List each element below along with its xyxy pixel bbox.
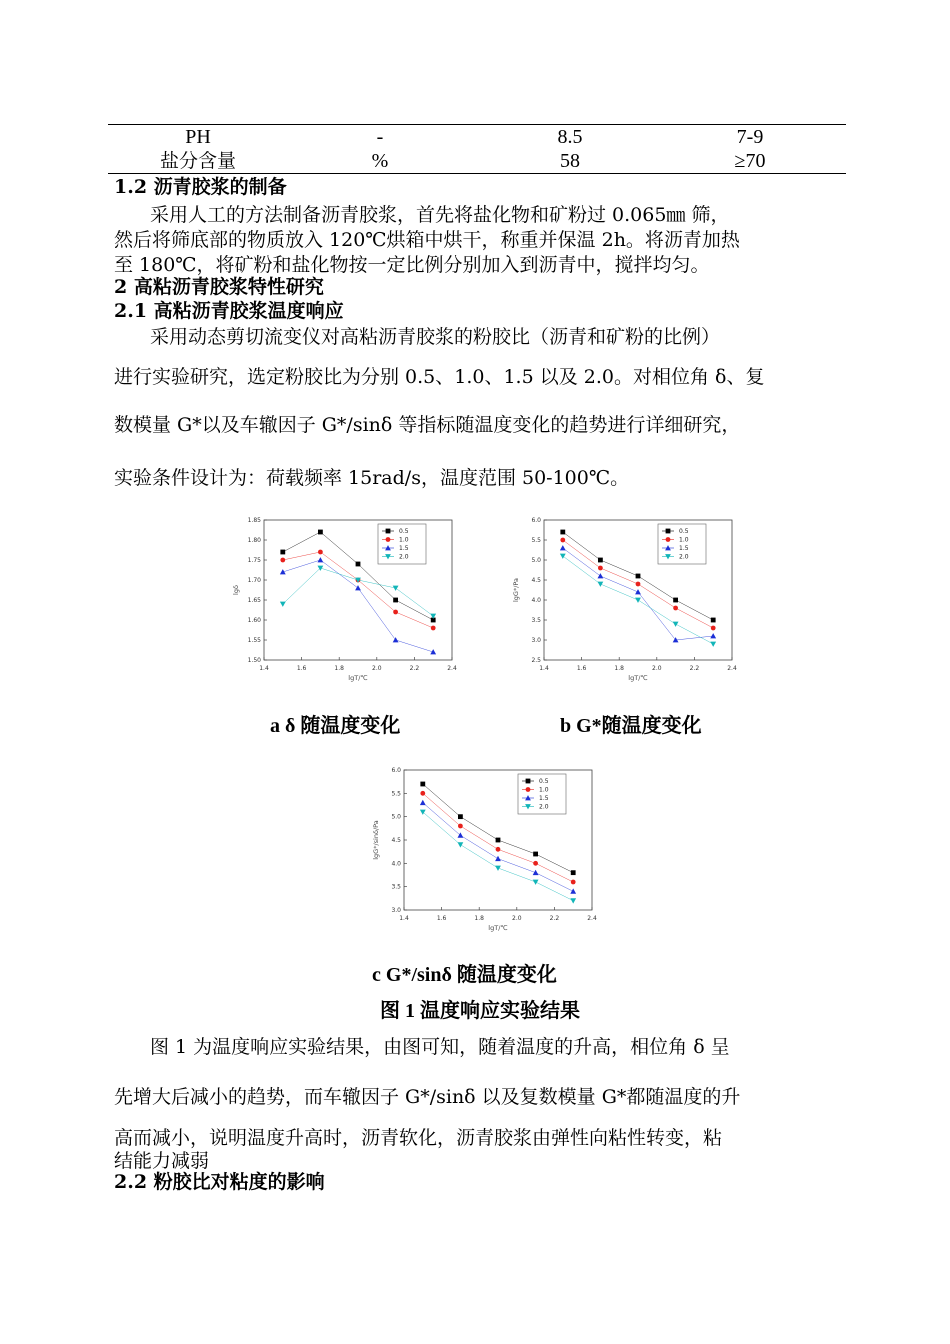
data-point bbox=[571, 870, 576, 875]
legend-label: 0.5 bbox=[679, 528, 689, 535]
table-cell-spec-1: ≥70 bbox=[734, 150, 766, 172]
data-point bbox=[420, 791, 425, 796]
data-point bbox=[526, 787, 531, 792]
x-axis-label: lgT/℃ bbox=[628, 674, 648, 682]
figure-caption: 图 1 温度响应实验结果 bbox=[380, 1000, 580, 1022]
legend-label: 0.5 bbox=[399, 528, 409, 535]
data-point bbox=[458, 824, 463, 829]
legend-label: 1.5 bbox=[399, 545, 409, 552]
paragraph-line: 采用人工的方法制备沥青胶浆，首先将盐化物和矿粉过 0.065㎜ 筛， bbox=[150, 204, 730, 226]
legend-label: 1.0 bbox=[539, 786, 549, 794]
x-axis-label: lgT/℃ bbox=[488, 924, 508, 932]
data-point bbox=[666, 529, 671, 534]
legend-label: 1.5 bbox=[539, 795, 549, 802]
x-tick-label: 2.0 bbox=[372, 665, 382, 672]
data-point bbox=[420, 782, 425, 787]
data-point bbox=[533, 861, 538, 866]
chart-phase-angle bbox=[228, 512, 458, 684]
data-point bbox=[673, 606, 678, 611]
paragraph-line: 采用动态剪切流变仪对高粘沥青胶浆的粉胶比（沥青和矿粉的比例） bbox=[150, 326, 721, 348]
paragraph-line: 结能力减弱 bbox=[114, 1150, 210, 1172]
y-tick-label: 3.0 bbox=[531, 637, 541, 644]
table-cell-spec-0: 7-9 bbox=[736, 126, 764, 148]
caption-a-text: δ 随温度变化 bbox=[285, 715, 401, 737]
section-heading-2: 2 高粘沥青胶浆特性研究 bbox=[114, 276, 324, 298]
paragraph-line: 图 1 为温度响应实验结果，由图可知，随着温度的升高，相位角 δ 呈 bbox=[150, 1036, 730, 1058]
table-cell-value-1: 58 bbox=[560, 150, 580, 172]
y-tick-label: 5.0 bbox=[531, 557, 541, 564]
paragraph-line: 数模量 G*以及车辙因子 G*/sinδ 等指标随温度变化的趋势进行详细研究， bbox=[114, 414, 741, 436]
table-cell-name-1: 盐分含量 bbox=[159, 150, 236, 172]
paragraph-line: 然后将筛底部的物质放入 120℃烘箱中烘干，称重并保温 2h。将沥青加热 bbox=[114, 229, 740, 251]
data-point bbox=[280, 558, 285, 563]
legend-label: 1.0 bbox=[399, 536, 409, 544]
data-point bbox=[458, 814, 463, 819]
y-axis-label: lgG*/Pa bbox=[512, 577, 520, 603]
y-tick-label: 1.75 bbox=[247, 557, 261, 564]
table-bottom-rule bbox=[108, 173, 846, 174]
y-tick-label: 3.5 bbox=[531, 617, 541, 624]
paragraph-line: 至 180℃，将矿粉和盐化物按一定比例分别加入到沥青中，搅拌均匀。 bbox=[114, 254, 710, 276]
legend-label: 2.0 bbox=[399, 553, 409, 561]
y-tick-label: 5.5 bbox=[391, 790, 401, 798]
x-tick-label: 1.6 bbox=[436, 915, 447, 922]
y-tick-label: 4.0 bbox=[531, 597, 541, 604]
y-tick-label: 3.0 bbox=[391, 907, 401, 914]
x-tick-label: 2.4 bbox=[587, 915, 597, 922]
data-point bbox=[636, 574, 641, 579]
data-point bbox=[526, 779, 531, 784]
data-point bbox=[571, 880, 576, 885]
data-point bbox=[533, 852, 538, 857]
data-point bbox=[636, 582, 641, 587]
paragraph-line: 先增大后减小的趋势，而车辙因子 G*/sinδ 以及复数模量 G*都随温度的升 bbox=[114, 1086, 741, 1108]
x-tick-label: 1.8 bbox=[474, 915, 484, 922]
data-point bbox=[560, 538, 565, 543]
x-tick-label: 2.0 bbox=[512, 915, 522, 922]
table-cell-value-0: 8.5 bbox=[557, 126, 583, 148]
paragraph-line: 高而减小，说明温度升高时，沥青软化，沥青胶浆由弹性向粘性转变，粘 bbox=[114, 1127, 723, 1149]
table-cell-unit-1: % bbox=[371, 150, 389, 172]
y-tick-label: 1.55 bbox=[247, 637, 261, 644]
x-tick-label: 2.2 bbox=[409, 665, 420, 672]
legend-label: 0.5 bbox=[539, 778, 549, 785]
data-point bbox=[386, 529, 391, 534]
y-tick-label: 6.0 bbox=[391, 767, 401, 774]
table-cell-name-0: PH bbox=[185, 126, 211, 148]
caption-c-text: G*/sinδ 随温度变化 bbox=[385, 964, 557, 986]
caption-a bbox=[270, 709, 400, 738]
y-axis-label: lgG*/sinδ/Pa bbox=[372, 820, 380, 860]
y-tick-label: 4.5 bbox=[531, 577, 541, 584]
data-point bbox=[318, 550, 323, 555]
x-tick-label: 2.4 bbox=[727, 665, 737, 672]
y-tick-label: 1.70 bbox=[247, 577, 261, 584]
data-point bbox=[496, 838, 501, 843]
y-tick-label: 4.5 bbox=[391, 837, 401, 844]
caption-a-letter: a bbox=[270, 715, 280, 737]
y-tick-label: 6.0 bbox=[531, 517, 541, 524]
table-cell-unit-0: - bbox=[376, 126, 384, 148]
x-axis-label: lgT/℃ bbox=[348, 674, 368, 682]
x-tick-label: 1.6 bbox=[576, 665, 587, 672]
data-point bbox=[673, 598, 678, 603]
y-axis-label: lgδ bbox=[232, 585, 240, 595]
data-point bbox=[318, 530, 323, 535]
data-point bbox=[386, 537, 391, 542]
y-tick-label: 5.0 bbox=[391, 813, 401, 821]
caption-c-letter: c bbox=[372, 964, 381, 986]
x-tick-label: 2.4 bbox=[447, 665, 457, 672]
data-point bbox=[560, 530, 565, 535]
data-point bbox=[598, 566, 603, 571]
caption-b-text: G*随温度变化 bbox=[576, 715, 702, 737]
section-heading-2-2: 2.2 粉胶比对粘度的影响 bbox=[114, 1171, 325, 1193]
section-heading-2-1: 2.1 高粘沥青胶浆温度响应 bbox=[114, 300, 344, 322]
section-heading-1-2: 1.2 沥青胶浆的制备 bbox=[114, 176, 287, 198]
x-tick-label: 2.2 bbox=[549, 915, 560, 922]
y-tick-label: 3.5 bbox=[391, 883, 401, 891]
y-tick-label: 5.5 bbox=[531, 537, 541, 544]
paragraph-line: 进行实验研究，选定粉胶比为分别 0.5、1.0、1.5 以及 2.0。对相位角 δ、复 bbox=[114, 366, 765, 388]
caption-c bbox=[372, 958, 557, 987]
x-tick-label: 1.8 bbox=[334, 665, 344, 672]
caption-b bbox=[560, 709, 702, 738]
data-point bbox=[496, 847, 501, 852]
x-tick-label: 2.0 bbox=[652, 665, 662, 672]
x-tick-label: 1.4 bbox=[399, 915, 409, 922]
paragraph-line: 实验条件设计为：荷载频率 15rad/s，温度范围 50-100℃。 bbox=[114, 467, 630, 489]
y-tick-label: 2.5 bbox=[531, 657, 541, 664]
legend-label: 2.0 bbox=[539, 803, 549, 811]
y-tick-label: 4.0 bbox=[391, 860, 401, 868]
legend-label: 1.0 bbox=[679, 536, 689, 544]
y-tick-label: 1.85 bbox=[247, 517, 261, 524]
caption-b-letter: b bbox=[560, 715, 572, 737]
y-tick-label: 1.65 bbox=[247, 597, 261, 604]
x-tick-label: 2.2 bbox=[689, 665, 700, 672]
data-point bbox=[431, 626, 436, 631]
x-tick-label: 1.4 bbox=[539, 665, 549, 672]
data-point bbox=[711, 626, 716, 631]
data-point bbox=[393, 610, 398, 615]
legend-label: 2.0 bbox=[679, 553, 689, 561]
data-point bbox=[666, 537, 671, 542]
data-point bbox=[356, 562, 361, 567]
legend-label: 1.5 bbox=[679, 545, 689, 552]
chart-complex-modulus bbox=[508, 512, 738, 684]
data-point bbox=[711, 618, 716, 623]
y-tick-label: 1.80 bbox=[247, 537, 261, 544]
chart-rutting-factor bbox=[368, 762, 598, 934]
x-tick-label: 1.8 bbox=[614, 665, 624, 672]
y-tick-label: 1.50 bbox=[247, 657, 261, 664]
x-tick-label: 1.4 bbox=[259, 665, 269, 672]
data-point bbox=[598, 558, 603, 563]
data-point bbox=[393, 598, 398, 603]
x-tick-label: 1.6 bbox=[296, 665, 307, 672]
y-tick-label: 1.60 bbox=[247, 617, 261, 624]
data-point bbox=[280, 550, 285, 555]
